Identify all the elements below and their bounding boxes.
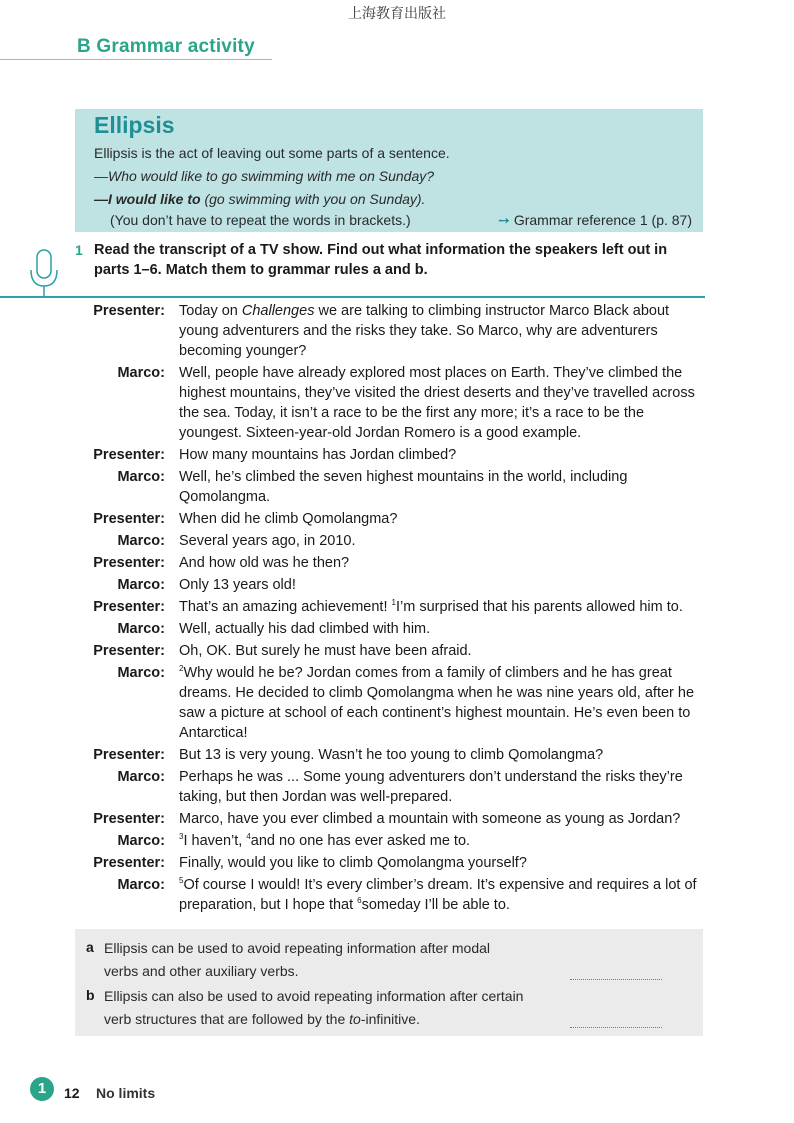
- speech-text: How many mountains has Jordan climbed?: [179, 447, 457, 463]
- grammar-definition: Ellipsis is the act of leaving out some parts of a sentence.: [94, 145, 450, 161]
- grammar-example-answer-rest: (go swimming with you on Sunday).: [200, 191, 426, 207]
- speech-part: and no one has ever asked me to.: [250, 833, 471, 849]
- speaker-label: Presenter:: [93, 511, 165, 527]
- speech-part: I’m surprised that his parents allowed him to.: [395, 599, 683, 615]
- speech-part: Why would he be? Jordan comes from a family of climbers and he has great dreams. He decided to climb Qomolangma when he was nine years old, after he saw a picture at school of each continent’s highest mountain. He’s even been to Antarctica!: [179, 665, 695, 741]
- speech-part: Of course I would! It’s every climber’s dream. It’s expensive and requires a lot of preparation, but I hope that: [179, 877, 697, 913]
- transcript-turn: [75, 467, 705, 509]
- speech-text: [179, 597, 705, 619]
- speaker-label: Marco:: [117, 469, 165, 485]
- speaker-label: Marco:: [117, 665, 165, 681]
- transcript-turn: [75, 853, 705, 875]
- speaker-label: Presenter:: [93, 811, 165, 827]
- microphone-icon: [27, 248, 61, 298]
- rule-a-letter: a: [86, 939, 94, 955]
- gap-marker: 3: [179, 832, 184, 841]
- speaker-label: Marco:: [117, 621, 165, 637]
- speech-text: Perhaps he was ... Some young adventurers don’t understand the risks they’re taking, but then Jordan was well-prepared.: [179, 769, 683, 805]
- unit-title: No limits: [96, 1085, 156, 1101]
- speaker-label: Marco:: [117, 365, 165, 381]
- speech-text: Well, actually his dad climbed with him.: [179, 621, 431, 637]
- speech-text: [179, 301, 705, 363]
- speaker-label: Marco:: [117, 877, 165, 893]
- speech-text: Oh, OK. But surely he must have been afraid.: [179, 643, 472, 659]
- speech-part: I haven’t,: [183, 833, 247, 849]
- publisher-name: 上海教育出版社: [348, 6, 446, 22]
- grammar-note: (You don’t have to repeat the words in brackets.): [110, 212, 411, 228]
- transcript-turn: [75, 663, 705, 745]
- grammar-reference-link[interactable]: [498, 212, 692, 229]
- speech-text: [179, 831, 705, 853]
- transcript-turn: [75, 875, 705, 917]
- gap-marker: 1: [391, 598, 396, 607]
- transcript-turn: [75, 509, 705, 531]
- grammar-box-title: Ellipsis: [94, 112, 175, 138]
- transcript-turn: [75, 445, 705, 467]
- transcript: [75, 301, 705, 917]
- speech-part: someday I’ll be able to.: [361, 897, 510, 913]
- transcript-turn: [75, 809, 705, 831]
- gap-marker: 6: [357, 896, 362, 905]
- transcript-turn: [75, 641, 705, 663]
- speaker-label: Presenter:: [93, 555, 165, 571]
- rule-b-answer-blank[interactable]: [570, 1027, 662, 1028]
- speech-text: Several years ago, in 2010.: [179, 533, 356, 549]
- transcript-turn: [75, 531, 705, 553]
- speech-part: we are talking to climbing instructor Marco Black about young adventurers and the risks they take. So Marco, why are adventurers becoming younger?: [179, 303, 670, 359]
- rule-b-text-em: to: [349, 1011, 361, 1027]
- speech-text: But 13 is very young. Wasn’t he too young to climb Qomolangma?: [179, 747, 604, 763]
- exercise-divider: [0, 296, 705, 298]
- rule-b-text-pre: Ellipsis can also be used to avoid repeating information after certain verb structures that are followed by the: [104, 988, 524, 1027]
- speaker-label: Presenter:: [93, 599, 165, 615]
- section-divider: [0, 59, 272, 60]
- grammar-rules-box: [75, 929, 703, 1036]
- rule-a-text: Ellipsis can be used to avoid repeating information after modal verbs and other auxiliary verbs.: [104, 940, 490, 979]
- speaker-label: Presenter:: [93, 447, 165, 463]
- speaker-label: Presenter:: [93, 747, 165, 763]
- gap-marker: 2: [179, 664, 184, 673]
- gap-marker: 4: [246, 832, 251, 841]
- speaker-label: Marco:: [117, 533, 165, 549]
- speech-part: That’s an amazing achievement!: [179, 599, 392, 615]
- speech-text: Well, people have already explored most places on Earth. They’ve climbed the highest mountains, they’ve visited the driest deserts and they’ve travelled across the sea. Today, it isn’t a race to be the first any more; it’s a race to be the youngest. Sixteen-year-old Jordan Romero is a good example.: [179, 365, 695, 441]
- transcript-turn: [75, 597, 705, 619]
- transcript-turn: [75, 831, 705, 853]
- speech-text: Only 13 years old!: [179, 577, 296, 593]
- speech-text: Marco, have you ever climbed a mountain with someone as young as Jordan?: [179, 811, 681, 827]
- arrow-right-icon: ➙: [498, 212, 510, 228]
- speech-text: Well, he’s climbed the seven highest mountains in the world, including Qomolangma.: [179, 469, 628, 505]
- transcript-turn: [75, 767, 705, 809]
- speaker-label: Presenter:: [93, 643, 165, 659]
- rule-b-letter: b: [86, 987, 95, 1003]
- speaker-label: Marco:: [117, 833, 165, 849]
- transcript-turn: [75, 301, 705, 363]
- gap-marker: 5: [179, 876, 184, 885]
- transcript-turn: [75, 363, 705, 445]
- transcript-turn: [75, 575, 705, 597]
- speech-text: [179, 663, 705, 745]
- speech-text: When did he climb Qomolangma?: [179, 511, 398, 527]
- rule-a-answer-blank[interactable]: [570, 979, 662, 980]
- speech-text: Finally, would you like to climb Qomolangma yourself?: [179, 855, 527, 871]
- exercise-instruction: Read the transcript of a TV show. Find out what information the speakers left out in parts 1–6. Match them to grammar rules a and b.: [94, 242, 668, 278]
- page-number: 12: [64, 1085, 80, 1101]
- speech-part: Today on: [179, 303, 242, 319]
- speaker-label: Marco:: [117, 577, 165, 593]
- rule-b-text-post: -infinitive.: [360, 1011, 420, 1027]
- speech-text: And how old was he then?: [179, 555, 350, 571]
- show-name: Challenges: [241, 303, 315, 319]
- grammar-reference-text: Grammar reference 1 (p. 87): [513, 212, 692, 228]
- grammar-box: [75, 109, 703, 232]
- grammar-example-answer-bold: —I would like to: [94, 191, 201, 207]
- speaker-label: Presenter:: [93, 303, 165, 319]
- transcript-turn: [75, 619, 705, 641]
- unit-badge: 1: [30, 1077, 54, 1101]
- rule-b-text: [104, 985, 524, 1031]
- grammar-example-question: —Who would like to go swimming with me on Sunday?: [94, 168, 435, 184]
- grammar-example-answer: [94, 191, 425, 207]
- speaker-label: Presenter:: [93, 855, 165, 871]
- speech-text: [179, 875, 705, 917]
- transcript-turn: [75, 745, 705, 767]
- exercise-number: 1: [75, 242, 83, 258]
- section-title: B Grammar activity: [77, 36, 255, 57]
- transcript-turn: [75, 553, 705, 575]
- speaker-label: Marco:: [117, 769, 165, 785]
